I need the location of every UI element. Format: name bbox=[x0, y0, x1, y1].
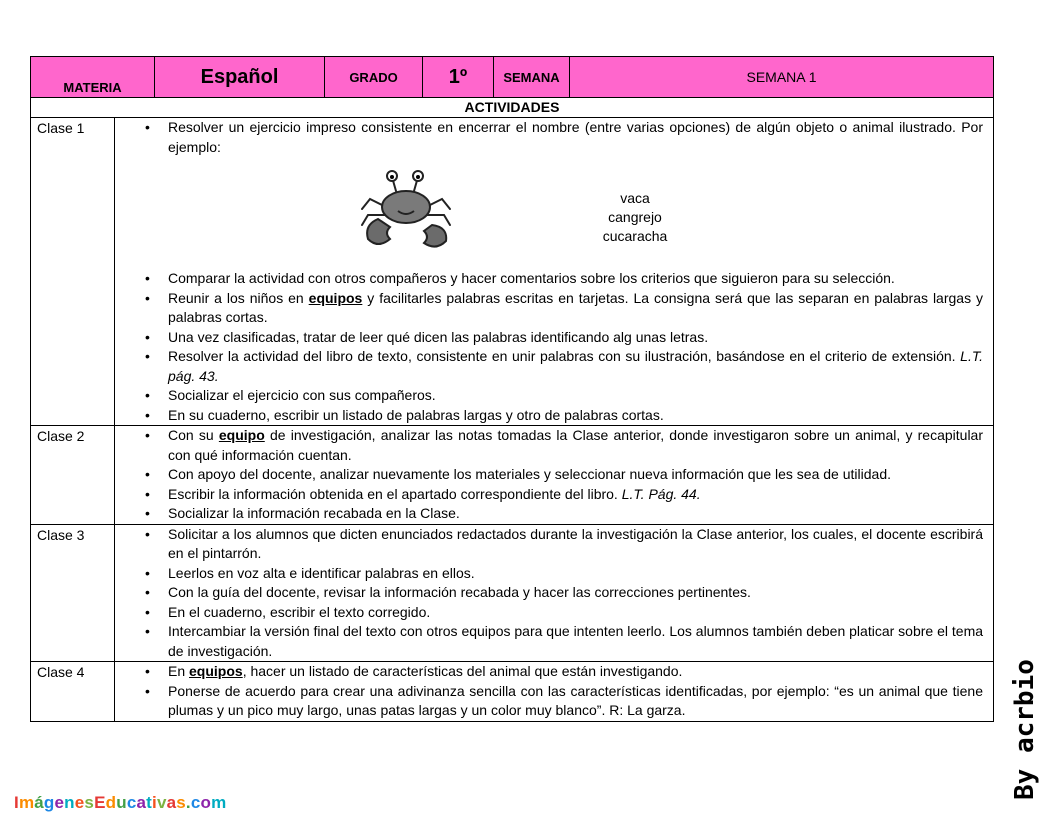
list-item: • Comparar la actividad con otros compañeros y hacer comentarios sobre los criterios que siguieron para su selección. bbox=[115, 269, 983, 289]
list-item: • Con su equipo de investigación, analizar las notas tomadas la Clase anterior, donde investigaron sobre un animal, y recapitular con qué información cuentan. bbox=[115, 426, 983, 465]
clase-2-list bbox=[115, 426, 993, 524]
clase-1-row bbox=[31, 118, 994, 426]
clase-2-content bbox=[115, 426, 994, 525]
clase-3-content bbox=[115, 524, 994, 662]
list-item: • Con apoyo del docente, analizar nuevamente los materiales y seleccionar nueva información que les sea de utilidad. bbox=[115, 465, 983, 485]
list-item: • Resolver la actividad del libro de texto, consistente en unir palabras con su ilustración, basándose en el criterio de extensión. L.T. pág. 43. bbox=[115, 347, 983, 386]
keyword-equipos: equipos bbox=[189, 663, 243, 679]
example-words bbox=[595, 189, 675, 246]
clase-3-list bbox=[115, 525, 993, 662]
planning-sheet bbox=[30, 56, 993, 722]
clase-1-label: Clase 1 bbox=[31, 118, 115, 426]
list-item: • Con la guía del docente, revisar la información recabada y hacer las correcciones pertinentes. bbox=[115, 583, 983, 603]
logo-text: ImágenesEducativas.com bbox=[14, 793, 227, 812]
clase-3-label: Clase 3 bbox=[31, 524, 115, 662]
list-item: • Socializar el ejercicio con sus compañeros. bbox=[115, 386, 983, 406]
clase-4-label: Clase 4 bbox=[31, 662, 115, 722]
example-word: vaca bbox=[620, 190, 650, 206]
list-item: • En su cuaderno, escribir un listado de palabras largas y otro de palabras cortas. bbox=[115, 406, 983, 426]
list-item: • Leerlos en voz alta e identificar palabras en ellos. bbox=[115, 564, 983, 584]
activities-title-row bbox=[31, 98, 994, 118]
list-item: • Resolver un ejercicio impreso consistente en encerrar el nombre (entre varias opciones) de algún objeto o animal ilustrado. Por ejemplo: bbox=[115, 118, 983, 157]
activities-title: ACTIVIDADES bbox=[31, 98, 994, 118]
list-item: • Socializar la información recabada en la Clase. bbox=[115, 504, 983, 524]
author-signature: By acrbio bbox=[1010, 659, 1040, 800]
list-item: • En equipos, hacer un listado de características del animal que están investigando. bbox=[115, 662, 983, 682]
semana-value: SEMANA 1 bbox=[570, 57, 994, 98]
list-item: • Escribir la información obtenida en el apartado correspondiente del libro. L.T. Pág. 44. bbox=[115, 485, 983, 505]
clase-3-row bbox=[31, 524, 994, 662]
clase-1-content bbox=[115, 118, 994, 426]
crab-icon bbox=[356, 169, 456, 251]
site-logo bbox=[14, 793, 226, 813]
book-reference: L.T. pág. 43. bbox=[168, 348, 984, 384]
clase-1-list-continued bbox=[115, 269, 993, 425]
list-item: • Solicitar a los alumnos que dicten enunciados redactados durante la investigación la Clase anterior, los cuales, el docente escribirá en el pintarrón. bbox=[115, 525, 983, 564]
clase-2-row bbox=[31, 426, 994, 525]
grado-label: GRADO bbox=[325, 57, 423, 98]
book-reference: L.T. Pág. 44. bbox=[621, 485, 701, 502]
clase-2-label: Clase 2 bbox=[31, 426, 115, 525]
planning-table bbox=[30, 56, 994, 722]
grado-value: 1º bbox=[423, 57, 494, 98]
example-word: cangrejo bbox=[608, 209, 662, 225]
keyword-equipo: equipo bbox=[218, 427, 265, 443]
semana-label: SEMANA bbox=[494, 57, 570, 98]
list-item: • Reunir a los niños en equipos y facilitarles palabras escritas en tarjetas. La consigna será que las separan en palabras largas y palabras cortas. bbox=[115, 289, 983, 328]
example-word: cucaracha bbox=[602, 228, 668, 244]
clase-4-row bbox=[31, 662, 994, 722]
keyword-equipos: equipos bbox=[308, 289, 363, 306]
list-item: • Intercambiar la versión final del texto con otros equipos para que intenten leerlo. Los alumnos también deben platicar sobre el tema de investigación. bbox=[115, 622, 983, 661]
list-item: • Ponerse de acuerdo para crear una adivinanza sencilla con las características identificadas, por ejemplo: “es un animal que tiene plumas y un pico muy largo, unas patas largas y un color muy blanco”. R: La garza. bbox=[115, 682, 983, 721]
clase-4-list bbox=[115, 662, 993, 721]
materia-label: MATERIA bbox=[31, 57, 155, 98]
clase-1-list bbox=[115, 118, 993, 157]
list-item: • En el cuaderno, escribir el texto corregido. bbox=[115, 603, 983, 623]
header-row bbox=[31, 57, 994, 98]
materia-value: Español bbox=[155, 57, 325, 98]
clase-4-content bbox=[115, 662, 994, 722]
list-item: • Una vez clasificadas, tratar de leer qué dicen las palabras identificando alg unas letras. bbox=[115, 328, 983, 348]
example-block bbox=[115, 157, 993, 269]
